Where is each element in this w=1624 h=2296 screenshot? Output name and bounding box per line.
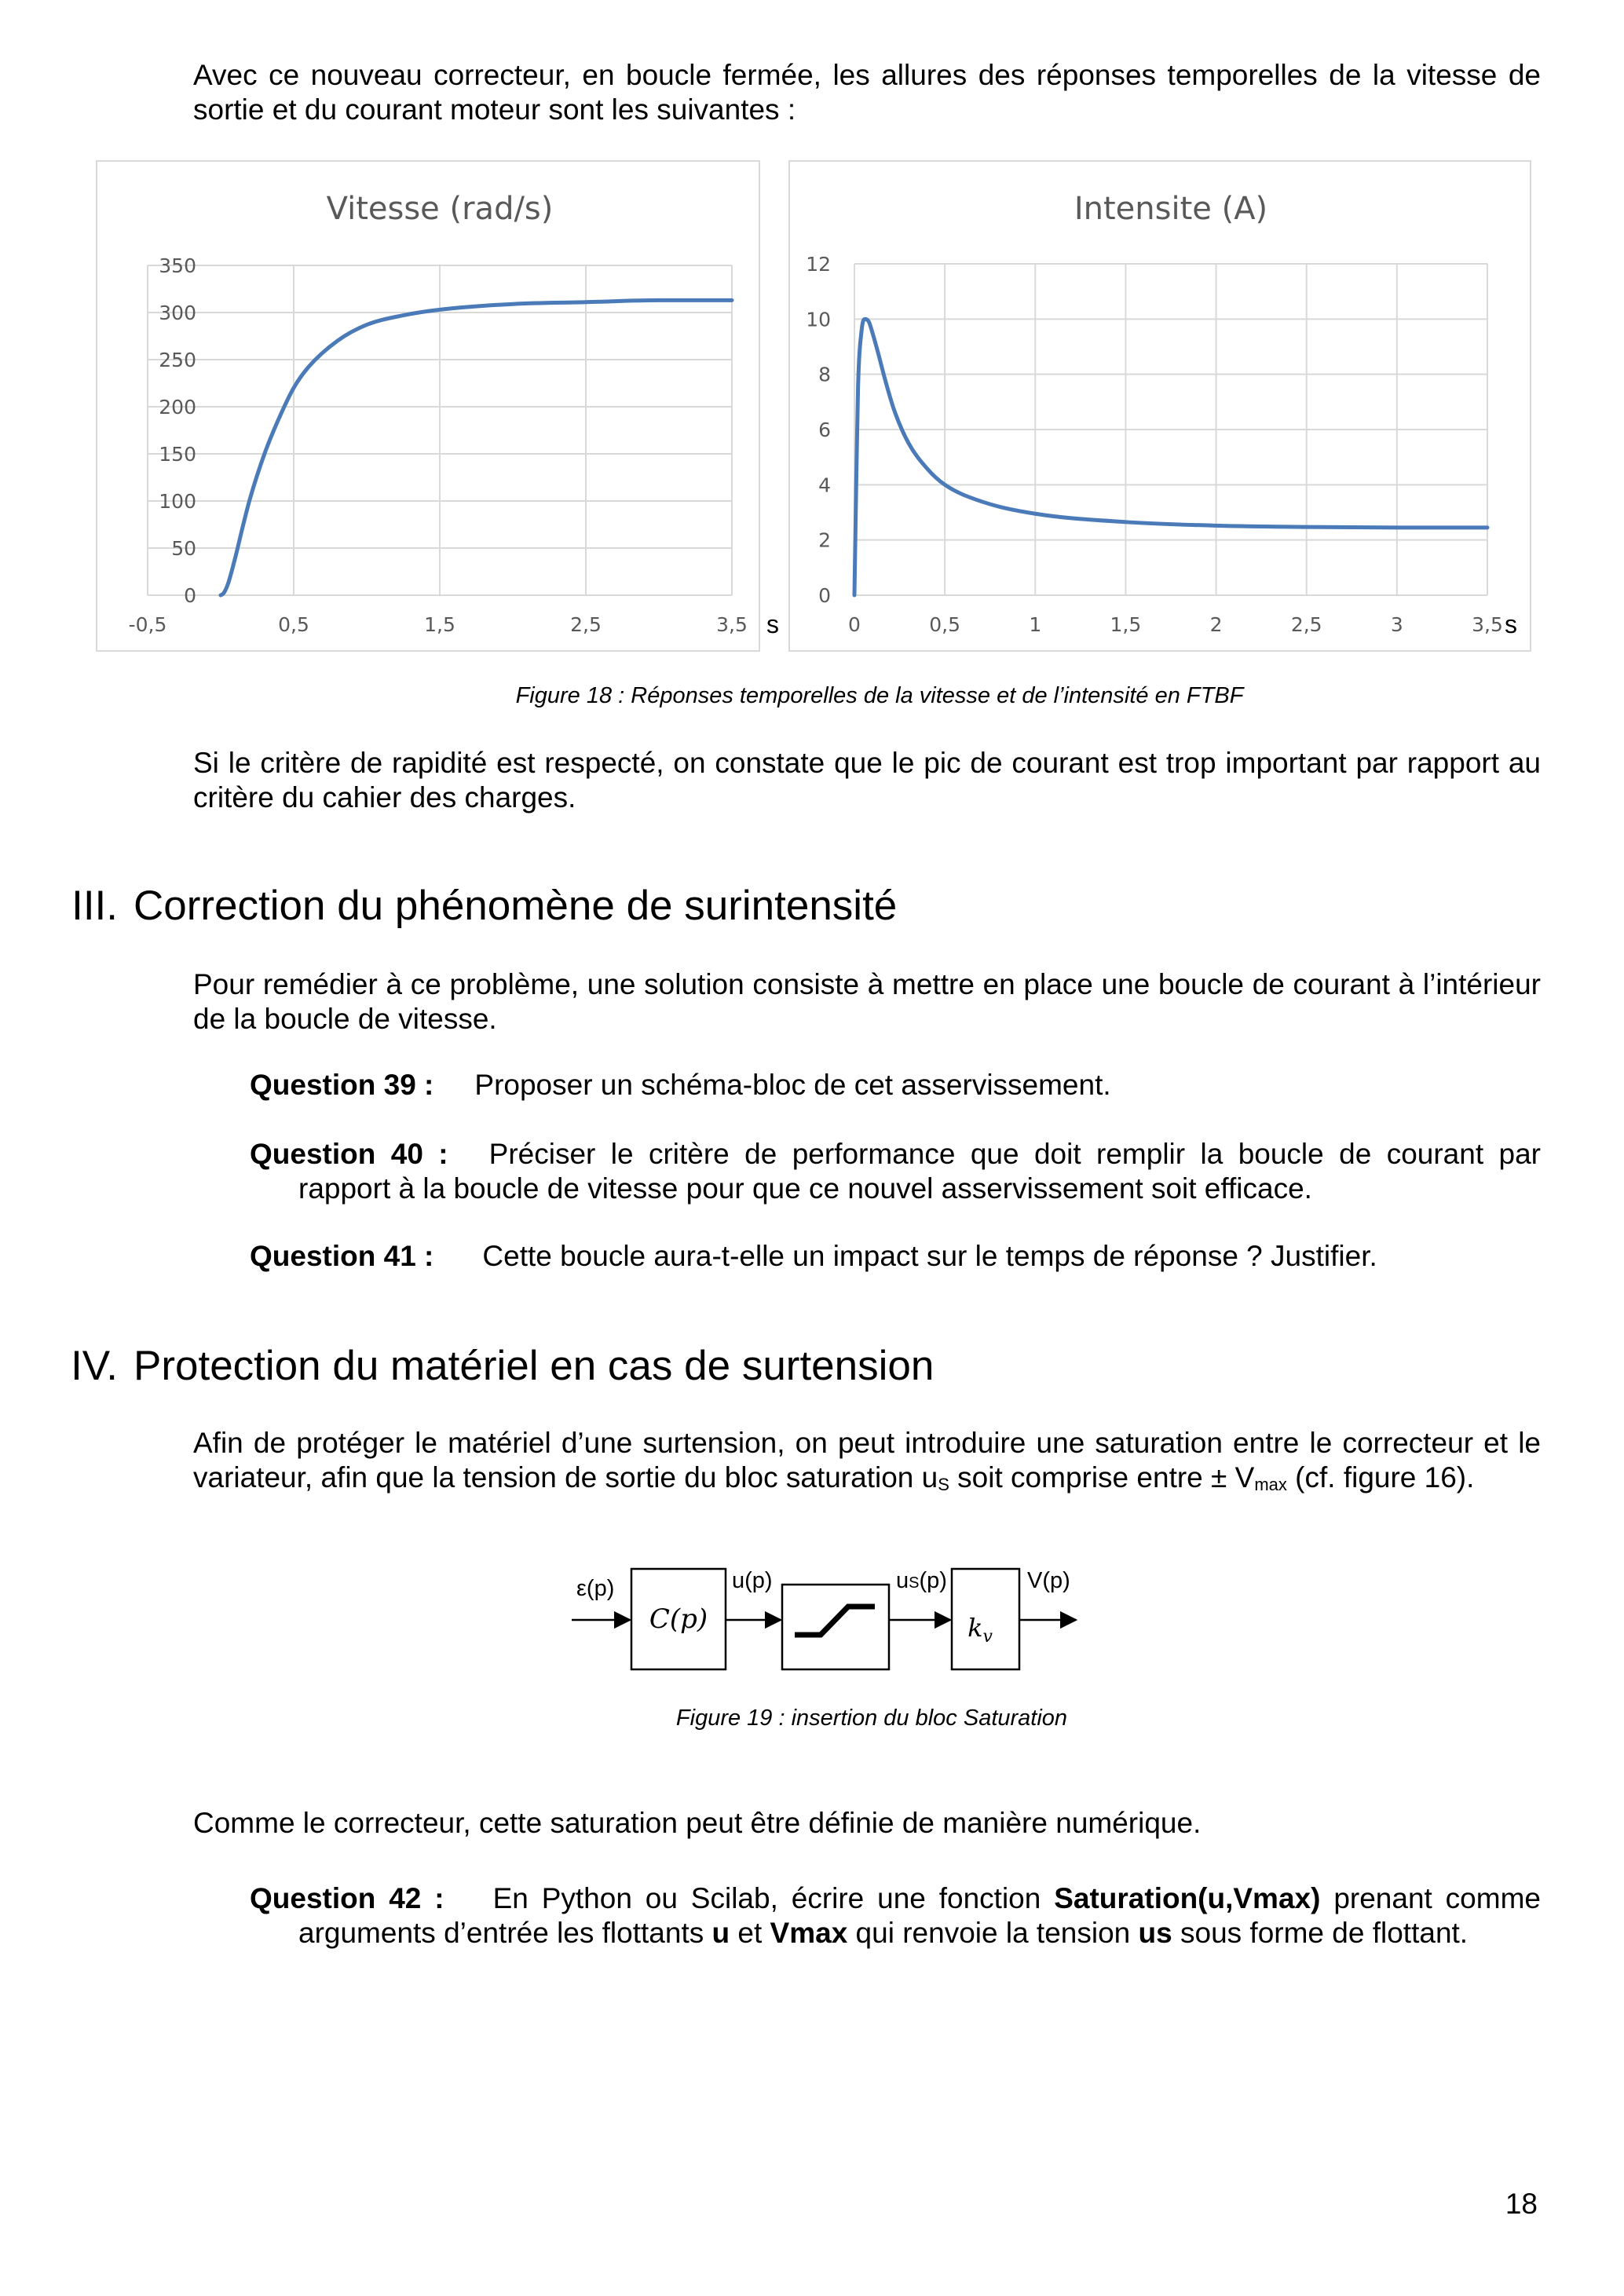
intensite-title: Intensite (A) [1074,191,1268,227]
question-42-text-6: sous forme de flottant. [1172,1917,1469,1949]
intensite-x-unit: s [1505,610,1517,638]
input-label: ε(p) [576,1576,615,1601]
section3-number: III. [71,883,118,929]
paragraph-saturation [193,1806,1541,1841]
vitesse-ytick-1: 50 [171,537,196,560]
chart-vitesse-svg [97,162,779,650]
question-41-label: Question 41 : [250,1240,434,1272]
us-label-main: u [896,1568,909,1593]
question-41 [250,1239,1541,1274]
question-42-text-4: et [730,1917,770,1949]
section4-text-part3: (cf. figure 16). [1286,1461,1475,1493]
figure18-caption: Figure 18 : Réponses temporelles de la vitesse et de l’intensité en FTBF [515,683,1244,708]
intensite-ytick-6: 12 [806,253,831,276]
block-diagram-svg [565,1563,1099,1680]
intensite-ytick-3: 6 [818,419,831,441]
intensite-ytick-5: 10 [806,308,831,331]
intensite-xtick-3: 1,5 [1110,613,1142,636]
question-42-bold-us: us [1138,1917,1172,1949]
question-42-label: Question 42 : [250,1882,444,1914]
vitesse-ytick-4: 200 [159,396,196,419]
us-label [896,1568,947,1593]
intensite-ytick-1: 2 [818,528,831,552]
us-label-sub: S [909,1574,920,1592]
question-42-text-2: prenant comme [1320,1882,1541,1914]
section3-title: Correction du phénomène de surintensité [134,883,898,929]
intensite-xtick-1: 0,5 [929,613,961,636]
corrector-label: C(p) [649,1603,708,1635]
vitesse-xtick-2: 1,5 [424,613,455,636]
variator-label-sub: v [982,1627,993,1647]
chart-intensite-svg [790,162,1530,650]
intensite-xtick-0: 0 [848,613,861,636]
question-42-text-3: arguments d’entrée les flottants [298,1917,712,1949]
intensite-ytick-0: 0 [818,584,831,607]
intensite-xtick-6: 3 [1390,613,1403,636]
paragraph-after-figure18-text: Si le critère de rapidité est respecté, on constate que le pic de courant est trop important par rapport au critère du cahier des charges. [193,747,1541,813]
paragraph-after-figure18 [193,746,1541,815]
section3-paragraph [193,967,1541,1036]
section4-text-part2: soit comprise entre ± V [949,1461,1255,1493]
vitesse-title: Vitesse (rad/s) [326,191,554,227]
question-42-bold-function: Saturation(u,Vmax) [1054,1882,1321,1914]
intensite-series-0 [854,319,1487,595]
variator-label-main: k [967,1613,983,1643]
saturation-block [782,1585,889,1669]
question-42-bold-u: u [711,1917,730,1949]
intensite-xtick-2: 1 [1029,613,1042,636]
vitesse-xtick-0: -0,5 [128,613,167,636]
block-diagram [565,1563,1099,1680]
output-label: V(p) [1027,1568,1070,1593]
section3-heading [46,881,1538,931]
figure19-caption: Figure 19 : insertion du bloc Saturation [675,1706,1068,1731]
intro-paragraph [193,58,1541,127]
vitesse-xtick-4: 3,5 [716,613,748,636]
section3-paragraph-text: Pour remédier à ce problème, une solution consiste à mettre en place une boucle de courant à l’intérieur de la boucle de vitesse. [193,968,1541,1035]
question-42 [250,1881,1541,1951]
question-39 [250,1068,1541,1102]
section4-subscript-s: S [938,1475,949,1494]
question-40-text-line2: rapport à la boucle de vitesse pour que ce nouvel asservissement soit efficace. [298,1172,1312,1205]
intensite-ytick-2: 4 [818,473,831,497]
intro-paragraph-text: Avec ce nouveau correcteur, en boucle fermée, les allures des réponses temporelles de la vitesse de sortie et du courant moteur sont les suivantes : [193,59,1541,126]
question-40 [250,1137,1541,1206]
vitesse-ytick-6: 300 [159,302,196,324]
section4-number: IV. [71,1343,118,1389]
intensite-ytick-4: 8 [818,363,831,386]
chart-vitesse [96,160,779,652]
question-40-label: Question 40 : [250,1138,448,1170]
vitesse-xtick-1: 0,5 [278,613,309,636]
question-39-label: Question 39 : [250,1069,434,1101]
vitesse-ytick-7: 350 [159,254,196,277]
section4-paragraph [193,1426,1541,1502]
section4-subscript-max: max [1254,1475,1287,1494]
question-42-line2 [250,1916,1541,1951]
variator-block [952,1569,1019,1669]
question-39-text: Proposer un schéma-bloc de cet asservissement. [474,1069,1111,1101]
vitesse-ytick-2: 100 [159,490,196,513]
question-42-text-5: qui renvoie la tension [847,1917,1139,1949]
intensite-xtick-7: 3,5 [1472,613,1503,636]
paragraph-saturation-text: Comme le correcteur, cette saturation peut être définie de manière numérique. [193,1807,1202,1839]
section4-paragraph-text [193,1426,1541,1502]
vitesse-ytick-5: 250 [159,349,196,371]
vitesse-series-0 [221,300,732,595]
u-label: u(p) [732,1568,773,1593]
intensite-xtick-4: 2 [1209,613,1223,636]
chart-intensite [788,160,1531,652]
question-42-text-1: En Python ou Scilab, écrire une fonction [492,1882,1055,1914]
question-42-bold-vmax: Vmax [770,1917,848,1949]
vitesse-ytick-0: 0 [184,584,196,607]
section4-text-part1: Afin de protéger le matériel d’une surtension, on peut introduire une saturation entre le correcteur et le variateur, afin que la tension de sortie du bloc saturation u [193,1427,1541,1493]
page-number: 18 [1505,2188,1538,2220]
section4-heading [46,1341,1538,1391]
question-40-text-line1: Préciser le critère de performance que doit remplir la boucle de courant par [488,1138,1541,1170]
question-41-text: Cette boucle aura-t-elle un impact sur le temps de réponse ? Justifier. [482,1240,1377,1272]
vitesse-xtick-3: 2,5 [570,613,602,636]
vitesse-ytick-3: 150 [159,443,196,466]
us-label-tail: (p) [919,1568,947,1593]
vitesse-x-unit: s [766,610,779,638]
intensite-xtick-5: 2,5 [1290,613,1322,636]
section4-title: Protection du matériel en cas de surtension [134,1343,935,1389]
